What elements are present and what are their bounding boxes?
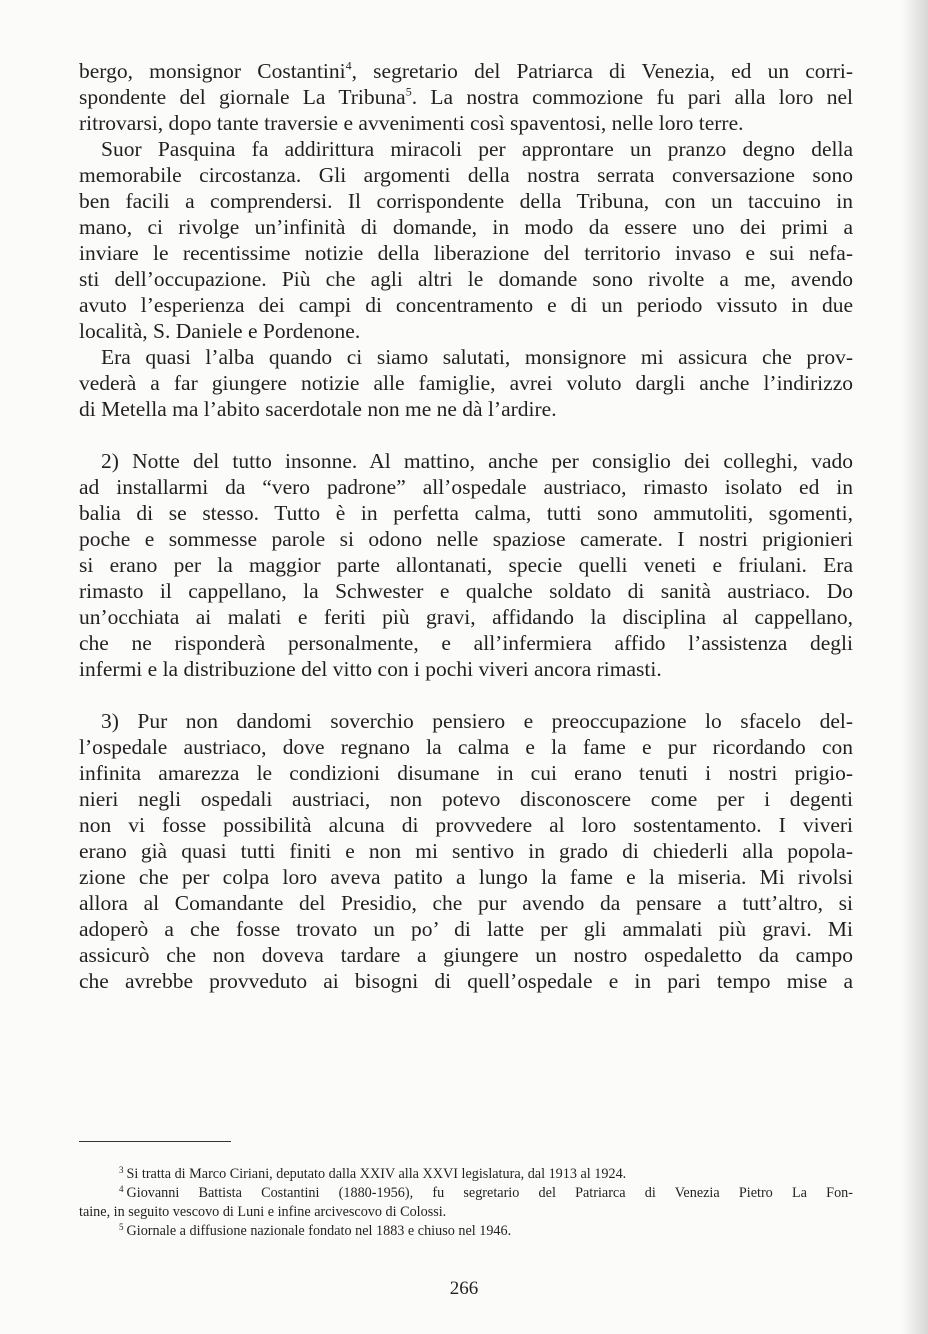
- main-text: [79, 58, 853, 994]
- footnote-separator: [79, 1141, 231, 1142]
- footnote-ref-5: 5: [405, 84, 412, 99]
- text-line: rimasto il cappellano, la Schwester e qualche soldato di sanità austriaco. Do: [79, 579, 853, 603]
- section-gap: [79, 682, 853, 708]
- text-line: ad installarmi da “vero padrone” all’ospedale austriaco, rimasto isolato ed in: [79, 475, 853, 499]
- text-line: infermi e la distribuzione del vitto con i pochi viveri ancora rimasti.: [79, 657, 662, 681]
- paragraph-4: [79, 448, 853, 682]
- paragraph-5: [79, 708, 853, 994]
- text-line: 3) Pur non dandomi soverchio pensiero e preoccupazione lo sfacelo del-: [101, 709, 853, 733]
- footnote-line: $^3$ Si tratta di Marco Ciriani, deputato dalla XXIV alla XXVI legislatura, dal 1913 al 1924.: [119, 1164, 627, 1182]
- text-line: Era quasi l’alba quando ci siamo salutati, monsignore mi assicura che prov-: [101, 345, 853, 369]
- text-line: l’ospedale austriaco, dove regnano la calma e la fame e pur ricordando con: [79, 735, 853, 759]
- footnote-5: [79, 1222, 853, 1241]
- text-line: che ne risponderà personalmente, e all’infermiera affido l’assistenza degli: [79, 631, 853, 655]
- paragraph-3: [79, 344, 853, 422]
- paragraph-2: [79, 136, 853, 344]
- text-line: ritrovarsi, dopo tante traversie e avvenimenti così spaventosi, nelle loro terre.: [79, 111, 744, 135]
- text-line: nieri negli ospedali austriaci, non potevo disconoscere come per i degenti: [79, 787, 853, 811]
- text-line: memorabile circostanza. Gli argomenti della nostra serrata conversazione sono: [79, 163, 853, 187]
- footnote-line: $^4$ Giovanni Battista Costantini (1880-1956), fu segretario del Patriarca di Venezia Pietro La Fon-: [119, 1183, 853, 1201]
- footnote-line: taine, in seguito vescovo di Luni e infine arcivescovo di Colossi.: [79, 1204, 447, 1220]
- footnotes: [79, 1165, 853, 1241]
- text-line: zione che per colpa loro aveva patito a lungo la fame e la miseria. Mi rivolsi: [79, 865, 853, 889]
- footnote-3: [79, 1165, 853, 1184]
- text-line: che avrebbe provveduto ai bisogni di quell’ospedale e in pari tempo mise a: [79, 969, 853, 993]
- text-line: località, S. Daniele e Pordenone.: [79, 319, 361, 343]
- footnote-number: 5: [119, 1221, 124, 1232]
- text-line: infinita amarezza le condizioni disumane in cui erano tenuti i nostri prigio-: [79, 761, 853, 785]
- text-line: avuto l’esperienza dei campi di concentramento e di un periodo vissuto in due: [79, 293, 853, 317]
- text-line: erano già quasi tutti finiti e non mi sentivo in grado di chiederli alla popola-: [79, 839, 853, 863]
- text-line: sti dell’occupazione. Più che agli altri le domande sono rivolte a me, avendo: [79, 267, 853, 291]
- text-line: bergo, monsignor Costantini$^4$, segretario del Patriarca di Venezia, ed un corri-: [79, 58, 853, 83]
- text-line: balia di se stesso. Tutto è in perfetta calma, tutti sono ammutoliti, sgomenti,: [79, 501, 853, 525]
- text-line: spondente del giornale La Tribuna$^5$. La nostra commozione fu pari alla loro nel: [79, 84, 853, 109]
- text-line: allora al Comandante del Presidio, che pur avendo da pensare a tutt’altro, si: [79, 891, 853, 915]
- text-line: assicurò che non doveva tardare a giungere un nostro ospedaletto da campo: [79, 943, 853, 967]
- footnote-number: 3: [119, 1164, 124, 1175]
- footnote-4: [79, 1184, 853, 1222]
- text-line: vederà a far giungere notizie alle famiglie, avrei voluto dargli anche l’indirizzo: [79, 371, 853, 395]
- page-number: 266: [449, 1278, 479, 1299]
- text-line: adoperò a che fosse trovato un po’ di latte per gli ammalati più gravi. Mi: [79, 917, 853, 941]
- footnote-line: $^5$ Giornale a diffusione nazionale fondato nel 1883 e chiuso nel 1946.: [119, 1221, 512, 1239]
- text-line: Suor Pasquina fa addirittura miracoli per approntare un pranzo degno della: [101, 137, 853, 161]
- text-line: 2) Notte del tutto insonne. Al mattino, anche per consiglio dei colleghi, vado: [101, 449, 853, 473]
- text-line: un’occhiata ai malati e feriti più gravi, affidando la disciplina al cappellano,: [79, 605, 853, 629]
- text-line: non vi fosse possibilità alcuna di provvedere al loro sostentamento. I viveri: [79, 813, 853, 837]
- text-line: ben facili a comprendersi. Il corrispondente della Tribuna, con un taccuino in: [79, 189, 853, 213]
- section-gap: [79, 422, 853, 448]
- paragraph-1: [79, 58, 853, 136]
- page-edge-shadow: [902, 0, 928, 1334]
- text-line: di Metella ma l’abito sacerdotale non me ne dà l’ardire.: [79, 397, 557, 421]
- footnote-number: 4: [119, 1183, 124, 1194]
- text-line: si erano per la maggior parte allontanati, specie quelli veneti e friulani. Era: [79, 553, 853, 577]
- text-line: poche e sommesse parole si odono nelle spaziose camerate. I nostri prigionieri: [79, 527, 853, 551]
- footnote-ref-4: 4: [345, 58, 352, 73]
- text-line: inviare le recentissime notizie della liberazione del territorio invaso e sui nefa-: [79, 241, 853, 265]
- text-line: mano, ci rivolge un’infinità di domande, in modo da essere uno dei primi a: [79, 215, 853, 239]
